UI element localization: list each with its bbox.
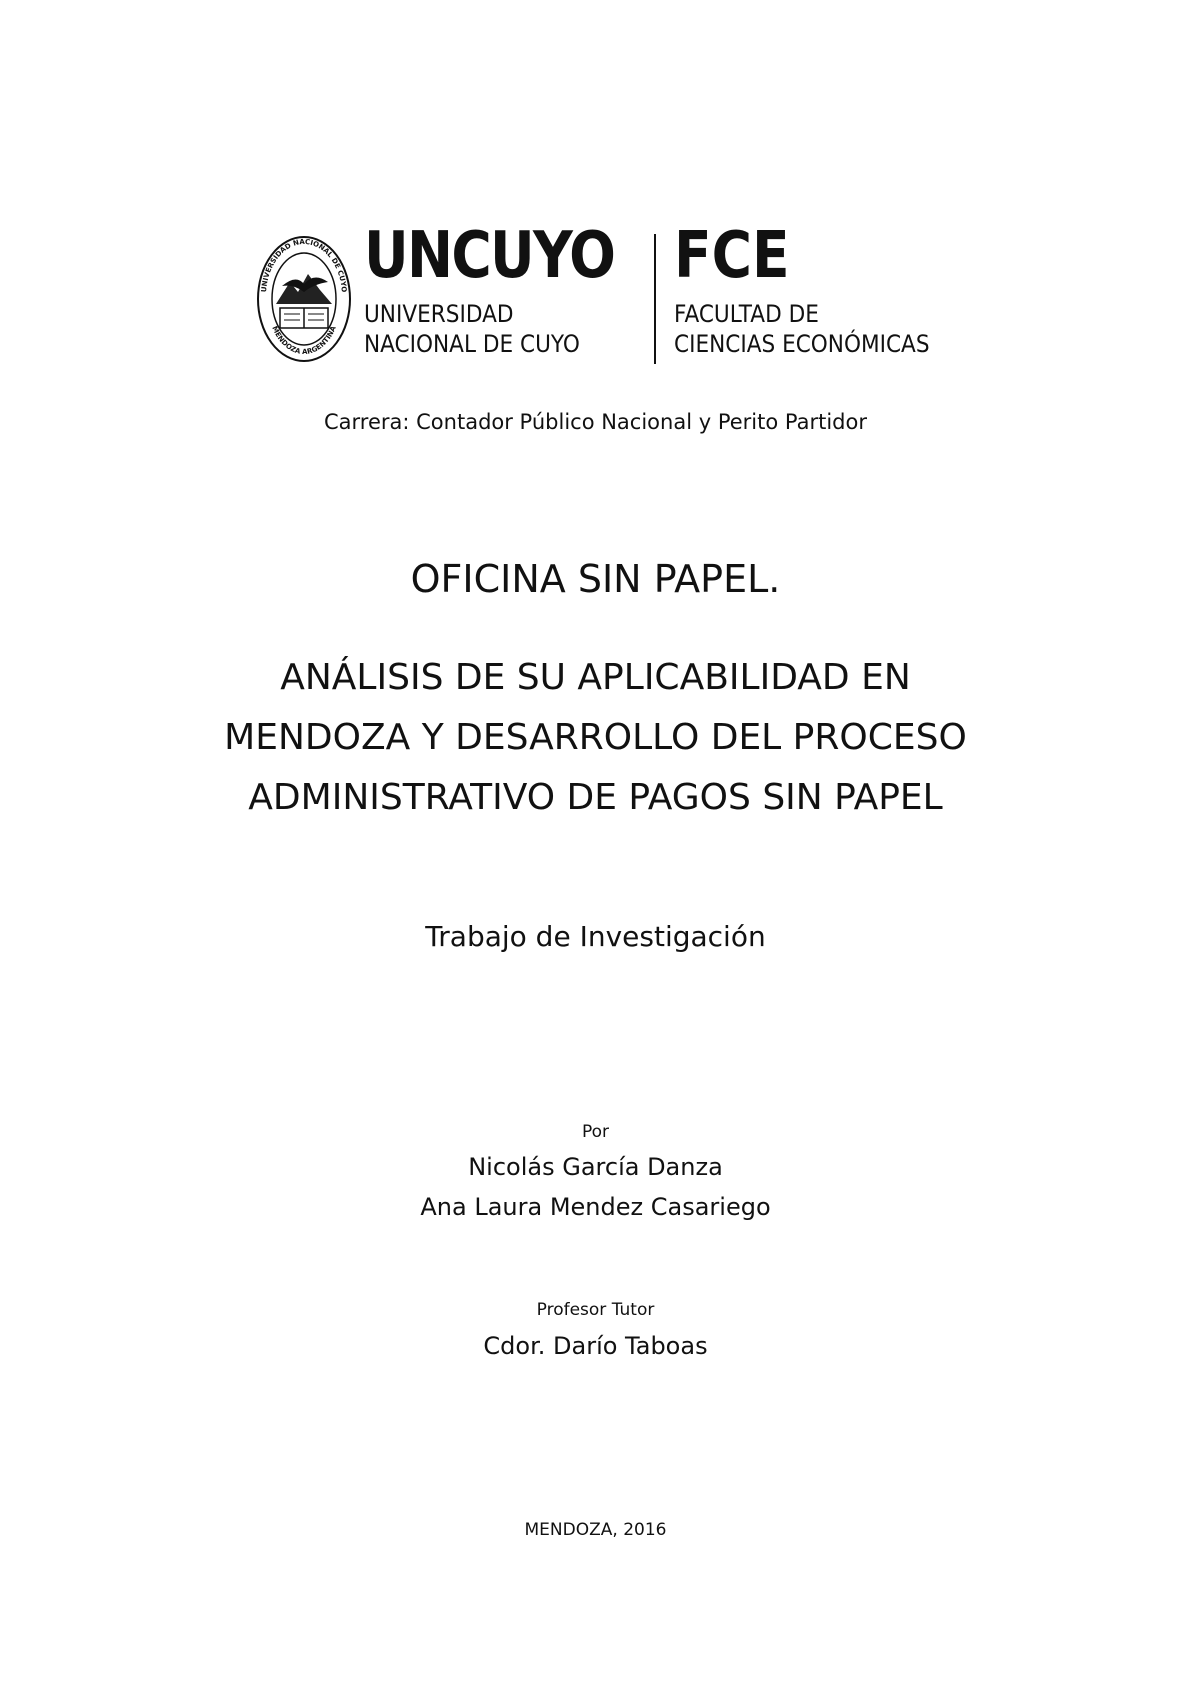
tutor-name: Cdor. Darío Taboas [483,1332,708,1360]
career-line: Carrera: Contador Público Nacional y Perito Partidor [324,410,867,434]
svg-text:UNIVERSIDAD NACIONAL DE CUYO: UNIVERSIDAD NACIONAL DE CUYO [260,237,348,293]
subtitle-line-1: ANÁLISIS DE SU APLICABILIDAD EN [280,657,911,698]
author-2: Ana Laura Mendez Casariego [420,1193,771,1221]
work-type: Trabajo de Investigación [425,920,766,953]
uncuyo-line-1: UNIVERSIDAD [364,300,514,328]
uncuyo-title: UNCUYO [364,219,615,293]
author-1: Nicolás García Danza [468,1153,723,1181]
by-label: Por [581,1122,610,1142]
document-title: OFICINA SIN PAPEL. [410,557,781,601]
fce-title: FCE [674,219,790,293]
subtitle-line-2: MENDOZA Y DESARROLLO DEL PROCESO [224,717,967,758]
tutor-label: Profesor Tutor [536,1300,655,1320]
uncuyo-line-2: NACIONAL DE CUYO [364,330,580,358]
fce-line-1: FACULTAD DE [674,300,819,328]
institution-logo [256,219,1042,364]
logo-divider [654,234,656,364]
university-seal-icon [256,234,352,364]
fce-line-2: CIENCIAS ECONÓMICAS [674,330,930,358]
svg-text:MENDOZA ARGENTINA: MENDOZA ARGENTINA [270,324,338,357]
subtitle-line-3: ADMINISTRATIVO DE PAGOS SIN PAPEL [248,777,943,818]
place-date: MENDOZA, 2016 [524,1520,667,1540]
